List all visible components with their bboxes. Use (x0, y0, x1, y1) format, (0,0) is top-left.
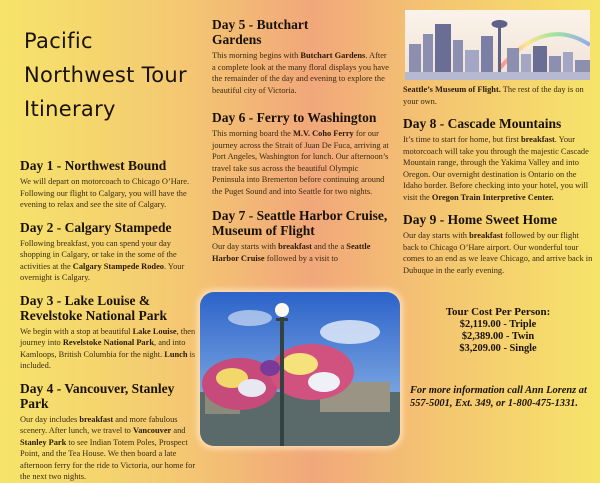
day-1-title: Day 1 - Northwest Bound (20, 158, 167, 173)
day-7-title: Day 7 - Seattle Harbor Cruise, Museum of Flight (212, 208, 388, 238)
day-8-section (403, 116, 593, 203)
title-line-1: Pacific (24, 29, 93, 53)
day-4-text-c: and more fabulous scenery. After lunch, we travel to (20, 414, 178, 435)
day-5-title: Day 5 - Butchart Gardens (212, 17, 309, 47)
day-4-section (20, 381, 198, 483)
day-3-text-g: is included. (20, 349, 196, 370)
day-9-section (403, 212, 593, 276)
day-5-text-a: This morning begins with (212, 51, 301, 60)
day-8-body (403, 134, 593, 203)
title-line-3: Itinerary (24, 97, 116, 121)
flower-lamppost-photo (200, 292, 400, 446)
day-6-text-c: for our journey across the Strait of Juan De Fuca, arriving at Port Angeles, Washington for lunch. Our afternoon’s travel take sus across the beautiful Olympic Peninsula into Bremerton before continuing around the Puget Sound and into Seattle for two nights. (212, 129, 389, 196)
day-3-text-a: We begin with a stop at beautiful (20, 326, 133, 336)
day-1-section (20, 158, 198, 211)
day-4-highlight-c: Stanley Park (20, 437, 67, 447)
title-line-2: Northwest Tour (24, 63, 187, 87)
page-title (24, 24, 198, 126)
day-4-text-e: and (171, 426, 186, 435)
day-4-body (20, 414, 198, 483)
day-8-text-a: It’s time to start for home, but first (403, 135, 521, 144)
day-7-highlight-c: Seattle’s Museum of Flight. (403, 85, 501, 94)
day-1-body: We will depart on motorcoach to Chicago O’Hare. Following our flight to Calgary, you will have the evening to relax and see the site of Calgary. (20, 177, 190, 209)
day-3-section (20, 293, 198, 372)
day-9-text-a: Our day starts with (403, 231, 470, 240)
day-6-body (212, 128, 392, 197)
price-single: $3,209.00 - Single (459, 343, 537, 354)
day-4-text-a: Our day includes (20, 414, 80, 424)
day-4-title: Day 4 - Vancouver, Stanley Park (20, 380, 175, 411)
day-2-body (20, 238, 198, 284)
day-7-section (212, 208, 392, 264)
day-9-title: Day 9 - Home Sweet Home (403, 212, 558, 227)
day-2-title: Day 2 - Calgary Stampede (20, 219, 172, 235)
day-4-highlight-b: Vancouver (132, 426, 172, 435)
day-7-body-part1 (212, 241, 392, 264)
day-4-highlight-a: breakfast (79, 414, 114, 424)
day-2-text: Following breakfast, you can spend your day shopping in Calgary, or take in the some of the activities at the (20, 238, 177, 271)
day-5-text-c: . After a complete look at the many floral displays you have the remainder of the day and evening to explore the beautiful city of Victoria. (212, 51, 389, 95)
column-middle (212, 0, 392, 264)
day-7-text-g: The rest of the day is on your own. (403, 85, 584, 106)
day-7-text-c: and the a (311, 242, 347, 251)
day-6-highlight: M.V. Coho Ferry (292, 129, 354, 138)
day-2-highlight: Calgary Stampede Rodeo (72, 261, 164, 271)
day-3-body (20, 326, 198, 372)
day-2-text-end: . Your overnight is Calgary. (20, 261, 185, 282)
tour-cost-title: Tour Cost Per Person: (445, 306, 551, 318)
day-7-highlight-a: breakfast (278, 242, 312, 251)
day-7-text-e: followed by a visit to (264, 253, 338, 263)
day-5-section (212, 17, 392, 96)
contact-info: For more information call Ann Lorenz at 557-5001, Ext. 349, or 1-800-475-1331. (410, 385, 587, 409)
price-twin: $2,389.00 - Twin (461, 331, 535, 342)
day-5-highlight: Butchart Gardens (300, 51, 366, 60)
day-8-title: Day 8 - Cascade Mountains (403, 116, 562, 131)
day-3-text-e: , and into Kamloops, British Columbia for the night. (20, 338, 186, 359)
day-8-highlight-b: Oregon Train Interpretive Center. (431, 192, 554, 202)
day-9-text-c: followed by our flight back to Chicago O’Hare airport. Our wonderful tour comes to an end as we leave Chicago, and arrive back in Dubuque in the early evening. (403, 231, 593, 275)
price-triple: $2,119.00 - Triple (459, 319, 537, 330)
day-6-title: Day 6 - Ferry to Washington (212, 110, 377, 125)
day-3-text-c: , then journey into (20, 326, 196, 347)
day-5-body (212, 50, 392, 96)
column-left (20, 0, 198, 483)
photo-image (200, 292, 400, 446)
day-3-highlight-c: Lunch (164, 349, 188, 359)
day-8-text-c: . Your motorcoach will take you through the majestic Cascade Mountain range, through the Yakima Valley and into Oregon. Our overnight destination is Ontario on the Idaho border. Before checking into your hotel, you will visit the (403, 135, 589, 202)
day-7-body-part2 (403, 84, 593, 107)
day-3-highlight-a: Lake Louise (132, 326, 177, 336)
day-6-text-a: This morning board the (212, 129, 293, 138)
day-2-section (20, 220, 198, 284)
day-7-text-a: Our day starts with (212, 242, 279, 251)
day-3-highlight-b: Revelstoke National Park (62, 338, 154, 347)
tour-cost-box (403, 306, 593, 355)
day-9-highlight: breakfast (469, 231, 503, 240)
day-7-highlight-b: Seattle Harbor Cruise (212, 242, 371, 263)
column-right (403, 0, 593, 276)
day-8-highlight-a: breakfast (520, 135, 555, 144)
day-4-text-g: to see Indian Totem Poles, Prospect Point, and the Tea House. We then board a late afternoon ferry for the ride to Victoria, our home for the next two nights. (20, 437, 196, 481)
day-6-section (212, 110, 392, 197)
day-3-title: Day 3 - Lake Louise & Revelstoke National Park (20, 292, 167, 323)
day-9-body (403, 230, 593, 276)
